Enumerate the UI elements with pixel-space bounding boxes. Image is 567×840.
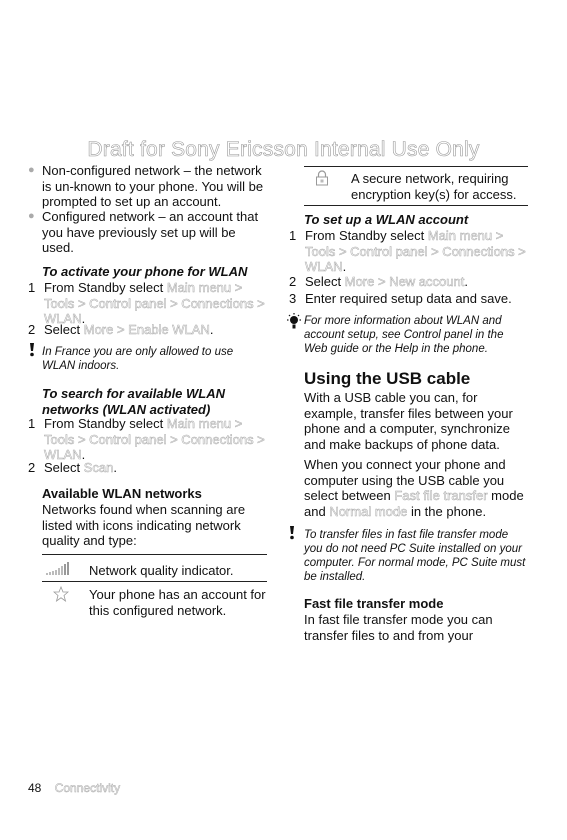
page-footer [28,781,120,797]
available-text: Networks found when scanning are listed with icons indicating network quality and type: [42,502,246,548]
bullet-icon: ● [28,164,35,176]
heading-usb: Using the USB cable [304,369,471,388]
icon-row-signal-text: Network quality indicator. [89,563,234,578]
warning-note-icon [28,343,36,361]
secure-network-text: A secure network, requiring encryption key(s) for access. [351,171,517,202]
divider [304,166,528,167]
step-item: 2 Select Scan. [28,460,118,475]
step-item: 2 Select More > New account. [289,274,468,289]
note-france: In France you are only allowed to use WLAN indoors. [42,346,234,372]
list-item: ● Non-configured network – the network is un-known to your phone. You will be prompted to set up an account. [28,163,264,209]
heading-setup: To set up a WLAN account [304,212,469,227]
draft-watermark: Draft for Sony Ericsson Internal Use Only [87,138,480,161]
step-item: 1 From Standby select Main menu > Tools > Control panel > Connections > WLAN. [28,416,265,462]
heading-activate: To activate your phone for WLAN [42,264,248,279]
section-name: Connectivity [54,781,121,795]
signal-bars-icon [46,562,72,580]
tip-text: For more information about WLAN and account setup, see Control panel in the Web guide or the Help in the phone. [304,315,504,355]
usb-paragraph-2: When you connect your phone and computer using the USB cable you select between Fast file transfer mode and Normal mode in the phone. [304,457,524,519]
list-item: ● Configured network – an account that you have previously set up will be used. [28,209,259,255]
step-item: 2 Select More > Enable WLAN. [28,322,214,337]
step-item: 1 From Standby select Main menu > Tools > Control panel > Connections > WLAN. [28,280,265,326]
usb-paragraph-1: With a USB cable you can, for example, transfer files between your phone and a computer, synchronize and make backups of phone data. [304,390,513,452]
heading-available: Available WLAN networks [42,486,202,501]
step-item: 3 Enter required setup data and save. [289,291,512,306]
heading-search: To search for available WLAN networks (WLAN activated) [42,386,226,417]
note-usb: To transfer files in fast file transfer mode you do not need PC Suite installed on your computer. For normal mode, PC Suite must be installed. [304,529,526,583]
icon-row-star-text: Your phone has an account for this configured network. [89,587,266,618]
divider [42,554,267,555]
page-number: 48 [28,781,42,795]
divider [42,581,267,582]
padlock-icon [315,170,329,190]
divider [304,205,528,206]
star-icon [53,586,69,606]
bullet-icon: ● [28,210,35,222]
warning-note-icon [288,526,296,544]
fast-transfer-text: In fast file transfer mode you can transfer files to and from your [304,612,493,643]
step-item: 1 From Standby select Main menu > Tools > Control panel > Connections > WLAN. [289,228,526,274]
heading-fast-transfer: Fast file transfer mode [304,596,444,611]
tip-icon [286,313,302,335]
